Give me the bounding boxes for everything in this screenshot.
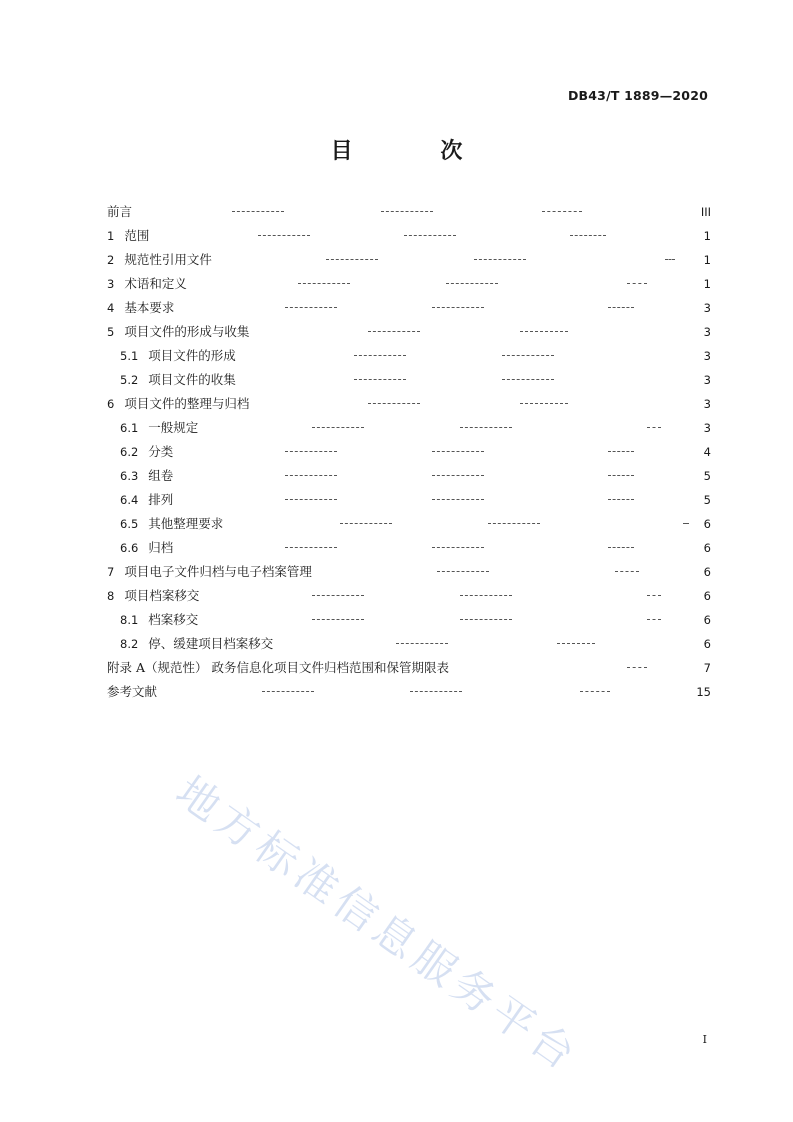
toc-entry-label <box>107 296 174 320</box>
toc-leader-dots <box>608 547 634 548</box>
toc-leader-dots <box>627 667 647 668</box>
toc-entry-page: 5 <box>703 493 711 507</box>
toc-leader-dots <box>460 427 512 428</box>
toc-entry-text: 一般规定 <box>148 420 199 435</box>
toc-entry-label <box>120 608 198 632</box>
toc-entry[interactable] <box>0 536 793 560</box>
toc-entry[interactable] <box>0 440 793 464</box>
toc-entry[interactable] <box>0 368 793 392</box>
toc-entry[interactable] <box>0 512 793 536</box>
toc-entry-text: 排列 <box>148 492 174 507</box>
toc-leader-dots <box>354 355 406 356</box>
toc-entry-number: 7 <box>107 565 115 579</box>
toc-leader-dots <box>520 331 568 332</box>
toc-leader-dots <box>683 523 689 524</box>
toc-entry-label <box>120 488 173 512</box>
toc-entry-text: 分类 <box>148 444 174 459</box>
toc-leader-dots <box>647 595 661 596</box>
toc-entry-number: 8.2 <box>120 637 139 651</box>
toc-entry-number: 6.2 <box>120 445 139 459</box>
toc-entry-number: 6 <box>107 397 115 411</box>
toc-entry-text: 项目文件的收集 <box>148 372 236 387</box>
toc-entry-page: 6 <box>703 565 711 579</box>
toc-entry-number: 1 <box>107 229 115 243</box>
toc-leader-dots <box>354 379 406 380</box>
toc-entry-page: 15 <box>696 685 711 699</box>
toc-leader-dots <box>404 235 456 236</box>
toc-entry-label <box>107 584 199 608</box>
toc-entry-label <box>107 224 149 248</box>
toc-entry-text: 前言 <box>107 204 133 219</box>
footer-page-number: I <box>702 1033 707 1046</box>
toc-entry-page: 5 <box>703 469 711 483</box>
toc-entry-label <box>120 440 173 464</box>
toc-leader-dots <box>460 619 512 620</box>
toc-leader-dots <box>396 643 448 644</box>
toc-leader-dots <box>502 355 554 356</box>
toc-entry-text: 组卷 <box>148 468 174 483</box>
toc-leader-dots <box>615 571 639 572</box>
toc-entry-page: 1 <box>703 229 711 243</box>
toc-entry-text: 项目档案移交 <box>124 588 200 603</box>
toc-leader-dots <box>285 451 337 452</box>
toc-entry-number: 8.1 <box>120 613 139 627</box>
toc-entry-number: 6.4 <box>120 493 139 507</box>
toc-entry-text: 术语和定义 <box>124 276 187 291</box>
toc-entry-text: 档案移交 <box>148 612 199 627</box>
toc-entry-text: 附录 A（规范性） 政务信息化项目文件归档范围和保管期限表 <box>107 660 449 675</box>
toc-leader-dots <box>474 259 526 260</box>
toc-entry-number: 2 <box>107 253 115 267</box>
toc-leader-dots <box>285 475 337 476</box>
toc-entry-label <box>107 248 212 272</box>
toc-entry-page: 7 <box>703 661 711 675</box>
toc-entry-page: 1 <box>703 277 711 291</box>
toc-entry[interactable] <box>0 584 793 608</box>
standard-code: DB43/T 1889—2020 <box>567 88 708 103</box>
toc-entry-label <box>120 464 173 488</box>
toc-leader-dots <box>298 283 350 284</box>
toc-leader-dots <box>608 307 634 308</box>
toc-entry-number: 6.1 <box>120 421 139 435</box>
toc-entry[interactable] <box>0 656 793 680</box>
toc-entry-number: 6.6 <box>120 541 139 555</box>
toc-leader-dots <box>608 499 634 500</box>
toc-entry-page: 6 <box>703 517 711 531</box>
toc-leader-dots <box>488 523 540 524</box>
toc-entry-label <box>107 656 449 680</box>
toc-entry-number: 3 <box>107 277 115 291</box>
toc-leader-dots <box>437 571 489 572</box>
toc-entry[interactable] <box>0 392 793 416</box>
toc-entry[interactable] <box>0 632 793 656</box>
toc-entry-page: 3 <box>703 421 711 435</box>
toc-entry-page: 3 <box>703 373 711 387</box>
toc-leader-dots <box>410 691 462 692</box>
toc-entry[interactable] <box>0 200 793 224</box>
toc-entry-page: 3 <box>703 325 711 339</box>
toc-entry-number: 6.3 <box>120 469 139 483</box>
toc-entry-number: 5.2 <box>120 373 139 387</box>
toc-entry-label <box>107 272 187 296</box>
toc-entry-label <box>120 344 236 368</box>
toc-entry-page: 6 <box>703 637 711 651</box>
toc-entry[interactable] <box>0 248 793 272</box>
toc-leader-dots <box>285 499 337 500</box>
toc-entry-label <box>107 560 312 584</box>
toc-leader-dots <box>285 307 337 308</box>
toc-leader-dots <box>258 235 310 236</box>
toc-entry-number: 8 <box>107 589 115 603</box>
toc-leader-dots <box>502 379 554 380</box>
toc-leader-dots <box>647 427 661 428</box>
toc-entry[interactable] <box>0 608 793 632</box>
toc-entry-text: 归档 <box>148 540 174 555</box>
toc-entry[interactable] <box>0 488 793 512</box>
toc-entry-label <box>107 392 249 416</box>
toc-entry[interactable] <box>0 272 793 296</box>
toc-leader-dots <box>627 283 647 284</box>
toc-entry-page: 6 <box>703 541 711 555</box>
toc-entry[interactable] <box>0 560 793 584</box>
toc-leader-dots <box>381 211 433 212</box>
toc-leader-dots <box>262 691 314 692</box>
toc-leader-dots <box>520 403 568 404</box>
watermark: 地方标准信息服务平台 <box>167 766 589 1083</box>
toc-leader-dots <box>432 451 484 452</box>
toc-leader-dots <box>368 331 420 332</box>
toc-entry-label <box>120 632 273 656</box>
toc-leader-dots <box>665 259 675 260</box>
toc-entry-label <box>120 536 173 560</box>
toc-leader-dots <box>432 499 484 500</box>
toc-entry-label <box>120 416 198 440</box>
toc-entry-page: 6 <box>703 589 711 603</box>
toc-entry-text: 停、缓建项目档案移交 <box>148 636 274 651</box>
toc-entry[interactable] <box>0 464 793 488</box>
toc-entry[interactable] <box>0 344 793 368</box>
toc-entry[interactable] <box>0 320 793 344</box>
toc-leader-dots <box>608 475 634 476</box>
toc-leader-dots <box>432 475 484 476</box>
toc-entry-page: 3 <box>703 397 711 411</box>
toc-leader-dots <box>647 619 661 620</box>
toc-leader-dots <box>326 259 378 260</box>
toc-entry-label <box>107 320 249 344</box>
toc-entry-text: 项目电子文件归档与电子档案管理 <box>124 564 312 579</box>
toc-entry[interactable] <box>0 224 793 248</box>
toc-entry-label <box>107 680 157 704</box>
toc-leader-dots <box>580 691 610 692</box>
toc-leader-dots <box>312 595 364 596</box>
toc-entry-page: 6 <box>703 613 711 627</box>
toc-leader-dots <box>557 643 595 644</box>
toc-leader-dots <box>368 403 420 404</box>
toc-leader-dots <box>460 595 512 596</box>
toc-entry-text: 项目文件的整理与归档 <box>124 396 250 411</box>
toc-leader-dots <box>542 211 582 212</box>
toc-entry-text: 规范性引用文件 <box>124 252 212 267</box>
toc-leader-dots <box>570 235 606 236</box>
toc-leader-dots <box>340 523 392 524</box>
toc-entry-number: 4 <box>107 301 115 315</box>
toc-leader-dots <box>232 211 284 212</box>
toc-leader-dots <box>446 283 498 284</box>
toc-entry-number: 5 <box>107 325 115 339</box>
toc-entry[interactable] <box>0 680 793 704</box>
toc-entry-page: 3 <box>703 349 711 363</box>
toc-entry-label <box>120 512 223 536</box>
toc-entry-label <box>120 368 236 392</box>
toc-leader-dots <box>432 307 484 308</box>
toc-leader-dots <box>312 427 364 428</box>
toc-leader-dots <box>432 547 484 548</box>
toc-entry-label <box>107 200 132 224</box>
toc-entry[interactable] <box>0 296 793 320</box>
toc-entry-text: 参考文献 <box>107 684 158 699</box>
toc-leader-dots <box>312 619 364 620</box>
toc-entry-text: 基本要求 <box>124 300 175 315</box>
toc-entry-text: 项目文件的形成与收集 <box>124 324 250 339</box>
toc-entry[interactable] <box>0 416 793 440</box>
toc-entry-number: 6.5 <box>120 517 139 531</box>
toc-entry-page: III <box>700 205 711 219</box>
toc-entry-page: 3 <box>703 301 711 315</box>
toc-leader-dots <box>285 547 337 548</box>
toc-leader-dots <box>608 451 634 452</box>
toc-entry-text: 项目文件的形成 <box>148 348 236 363</box>
toc-entry-number: 5.1 <box>120 349 139 363</box>
page-title: 目 次 <box>330 139 503 164</box>
toc-entry-page: 4 <box>703 445 711 459</box>
toc-entry-text: 其他整理要求 <box>148 516 224 531</box>
toc-entry-page: 1 <box>703 253 711 267</box>
toc-entry-text: 范围 <box>124 228 150 243</box>
